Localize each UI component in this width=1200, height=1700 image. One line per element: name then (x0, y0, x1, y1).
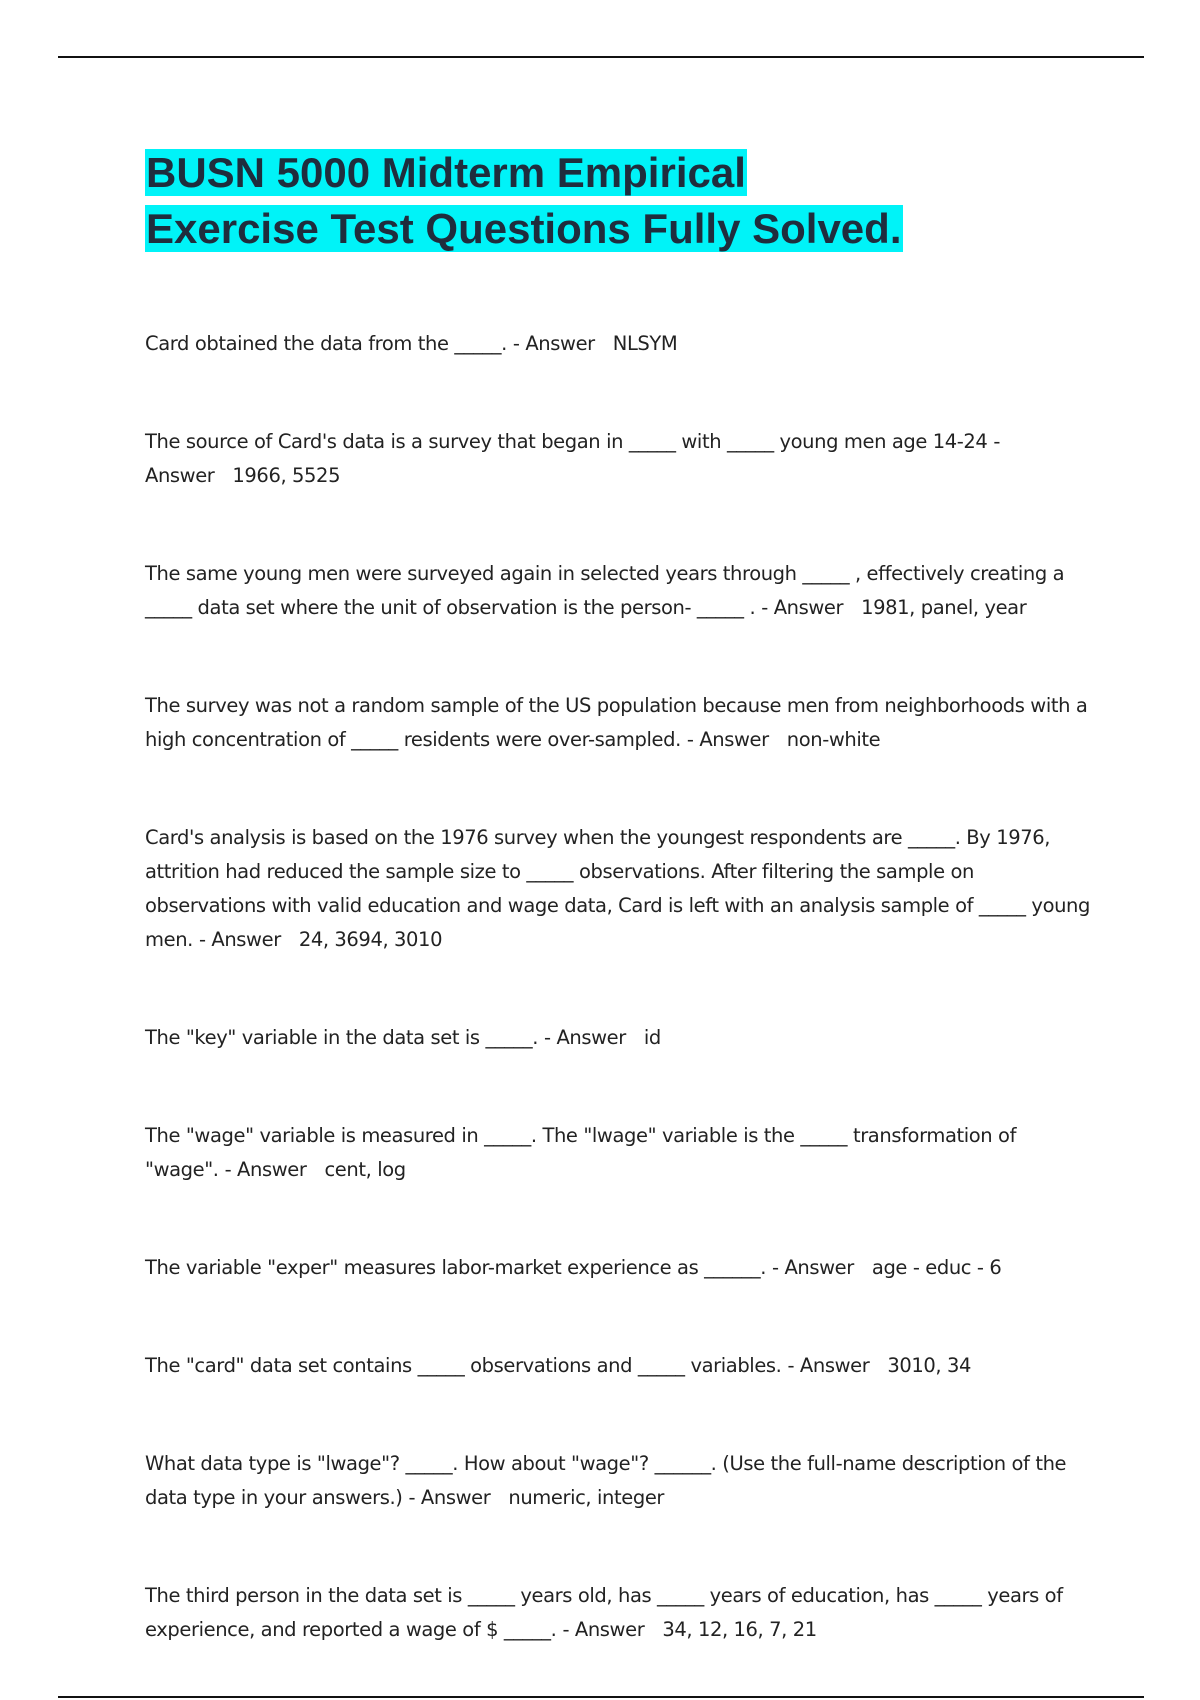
qa-item-11 (145, 1579, 1095, 1647)
document-title (145, 145, 1095, 257)
question-text: The same young men were surveyed again in selected years through _____ , effectively creating a _____ data set where the unit of observation is the person- _____ . (145, 562, 1065, 619)
document-body (145, 145, 1095, 1647)
answer-text: 34, 12, 16, 7, 21 (662, 1618, 817, 1641)
question-text: The source of Card's data is a survey that began in _____ with _____ young men age 14-24 (145, 430, 988, 453)
answer-label: - Answer (408, 1486, 491, 1509)
answer-text: non-white (786, 728, 881, 751)
qa-item-9 (145, 1349, 1095, 1383)
answer-text: id (643, 1026, 661, 1049)
qa-item-1 (145, 327, 1095, 361)
answer-label: - Answer (562, 1618, 645, 1641)
title-line-1: BUSN 5000 Midterm Empirical (146, 149, 746, 196)
question-text: The "key" variable in the data set is _____. (145, 1026, 539, 1049)
answer-text: 1981, panel, year (861, 596, 1027, 619)
answer-label: - Answer (224, 1158, 307, 1181)
bottom-rule (58, 1696, 1144, 1698)
question-text: Card obtained the data from the _____. (145, 332, 507, 355)
answer-label: - Answer (198, 928, 281, 951)
answer-label: - Answer (686, 728, 769, 751)
answer-text: 3010, 34 (887, 1354, 971, 1377)
answer-text: 24, 3694, 3010 (298, 928, 443, 951)
answer-label: - Answer (787, 1354, 870, 1377)
qa-item-10 (145, 1447, 1095, 1515)
answer-label: - Answer (772, 1256, 854, 1279)
question-text: The variable "exper" measures labor-market experience as ______. (145, 1256, 767, 1279)
answer-label: - Answer (544, 1026, 626, 1049)
question-text: The survey was not a random sample of the US population because men from neighborhoods with a high concentration of _____ residents were over-sampled. (145, 694, 1088, 751)
question-text: The "wage" variable is measured in _____. The "lwage" variable is the _____ transformation of "wage". (145, 1124, 1017, 1181)
question-text: Card's analysis is based on the 1976 survey when the youngest respondents are _____. By 1976, attrition had reduced the sample size to _____ observations. After filtering the sample on observations with valid education and wage data, Card is left with an analysis sample of _____ young men. (145, 826, 1090, 951)
answer-text: 1966, 5525 (232, 464, 341, 487)
answer-text: age - educ - 6 (871, 1256, 1002, 1279)
qa-item-6 (145, 1021, 1095, 1055)
qa-item-3 (145, 557, 1095, 625)
question-text: The third person in the data set is _____ years old, has _____ years of education, has _____ years of experience, and reported a wage of $ _____. (145, 1584, 1063, 1641)
qa-item-8 (145, 1251, 1095, 1285)
answer-label: - Answer (512, 332, 595, 355)
answer-text: cent, log (324, 1158, 406, 1181)
answer-text: numeric, integer (508, 1486, 665, 1509)
qa-item-4 (145, 689, 1095, 757)
qa-item-5 (145, 821, 1095, 957)
qa-item-2 (145, 425, 1095, 493)
title-line-2: Exercise Test Questions Fully Solved. (146, 205, 902, 252)
question-text: What data type is "lwage"? _____. How about "wage"? ______. (Use the full-name description of the data type in your answers.) (145, 1452, 1067, 1509)
answer-label: - Answer (145, 430, 1001, 487)
question-text: The "card" data set contains _____ observations and _____ variables. (145, 1354, 782, 1377)
answer-label: - Answer (761, 596, 844, 619)
qa-item-7 (145, 1119, 1095, 1187)
answer-text: NLSYM (612, 332, 678, 355)
top-rule (58, 56, 1144, 58)
